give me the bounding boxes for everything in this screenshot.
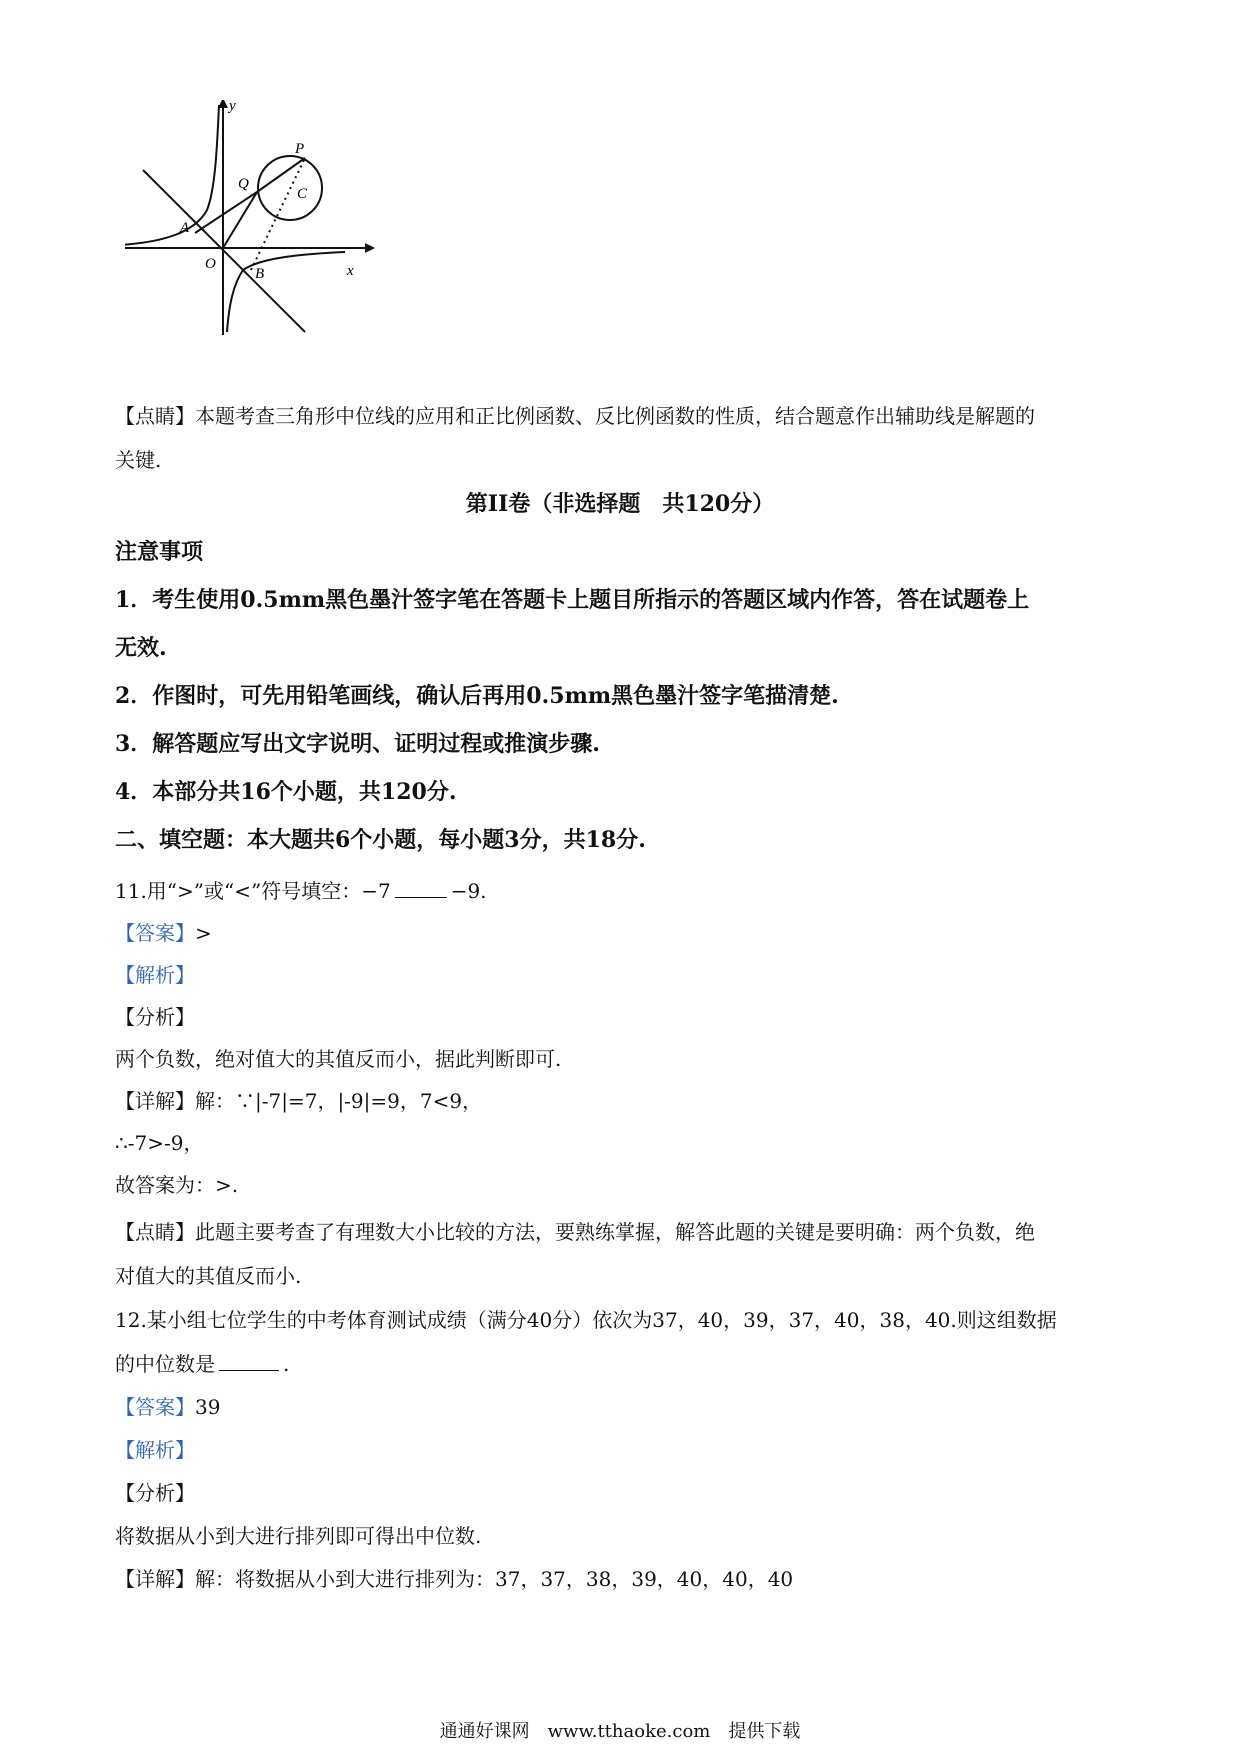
- notice-1b: 无效.: [115, 635, 167, 661]
- question-12b-text: 的中位数是: [115, 1352, 215, 1376]
- segment-aq: [195, 192, 257, 233]
- hyperbola-upper-left: [125, 105, 219, 245]
- label-b: B: [255, 266, 265, 282]
- xiangjie-11: 【详解】解：∵|-7|=7，|-9|=9，7<9，: [115, 1089, 483, 1113]
- label-o: O: [205, 256, 216, 272]
- page-footer: 通通好课网 www.tthaoke.com 提供下载: [439, 1721, 801, 1742]
- coordinate-figure: [125, 100, 415, 380]
- answer-value: 39: [195, 1395, 221, 1419]
- segment-oq: [223, 192, 257, 248]
- label-a: A: [180, 220, 190, 236]
- x-axis-arrow: [365, 243, 375, 253]
- label-q: Q: [238, 176, 249, 192]
- dianjing-11a: 【点睛】此题主要考查了有理数大小比较的方法，要熟练掌握，解答此题的关键是要明确：两个负数，绝: [115, 1220, 1035, 1244]
- fenxi-12-tag: 【分析】: [115, 1481, 195, 1505]
- answer-tag: 【答案】: [115, 1395, 195, 1419]
- label-x: x: [347, 263, 354, 279]
- notice-3: 3．解答题应写出文字说明、证明过程或推演步骤.: [115, 731, 600, 757]
- xiangjie-11c: 故答案为：>.: [115, 1173, 239, 1197]
- answer-11: [115, 919, 1135, 947]
- hyperbola-lower-right: [227, 252, 345, 332]
- xiangjie-11b: ∴-7>-9，: [115, 1131, 204, 1155]
- jiexi-12: 【解析】: [115, 1438, 195, 1462]
- question-12b: [115, 1350, 1135, 1378]
- notice-4: 4．本部分共16个小题，共120分.: [115, 779, 457, 805]
- section-title: 第II卷（非选择题 共120分）: [465, 491, 775, 517]
- jiexi-11: 【解析】: [115, 963, 195, 987]
- fenxi-11-tag: 【分析】: [115, 1005, 195, 1029]
- xiangjie-12: 【详解】解：将数据从小到大进行排列为：37，37，38，39，40，40，40: [115, 1567, 794, 1591]
- notice-2: 2．作图时，可先用铅笔画线，确认后再用0.5mm黑色墨汁签字笔描清楚.: [115, 683, 839, 709]
- answer-tag: 【答案】: [115, 921, 195, 945]
- fenxi-11: 两个负数，绝对值大的其值反而小，据此判断即可.: [115, 1047, 562, 1071]
- fenxi-12: 将数据从小到大进行排列即可得出中位数.: [115, 1524, 482, 1548]
- part-two-heading: 二、填空题：本大题共6个小题，每小题3分，共18分.: [115, 827, 646, 853]
- dianjing-line-1: 【点睛】本题考查三角形中位线的应用和正比例函数、反比例函数的性质，结合题意作出辅助线是解题的: [115, 404, 1035, 428]
- question-12b-tail: .: [283, 1352, 290, 1376]
- question-11-tail: −9.: [450, 879, 487, 903]
- dianjing-11b: 对值大的其值反而小.: [115, 1264, 302, 1288]
- answer-value: >: [195, 921, 212, 945]
- answer-12: [115, 1393, 1135, 1421]
- question-11: [115, 877, 1135, 905]
- question-11-text: 11.用“>”或“<”符号填空：−7: [115, 879, 391, 903]
- label-p: P: [295, 141, 305, 157]
- notice-1a: 1．考生使用0.5mm黑色墨汁签字笔在答题卡上题目所指示的答题区域内作答，答在试题卷上: [115, 587, 1030, 613]
- label-y: y: [229, 100, 236, 114]
- notice-title: 注意事项: [115, 539, 204, 565]
- segment-bp-dotted: [251, 158, 305, 270]
- question-12a: 12.某小组七位学生的中考体育测试成绩（满分40分）依次为37，40，39，37，40，38，40.则这组数据: [115, 1308, 1057, 1332]
- answer-blank: [219, 1352, 279, 1371]
- dianjing-line-2: 关键.: [115, 448, 162, 472]
- label-c: C: [297, 186, 308, 202]
- answer-blank: [395, 879, 447, 898]
